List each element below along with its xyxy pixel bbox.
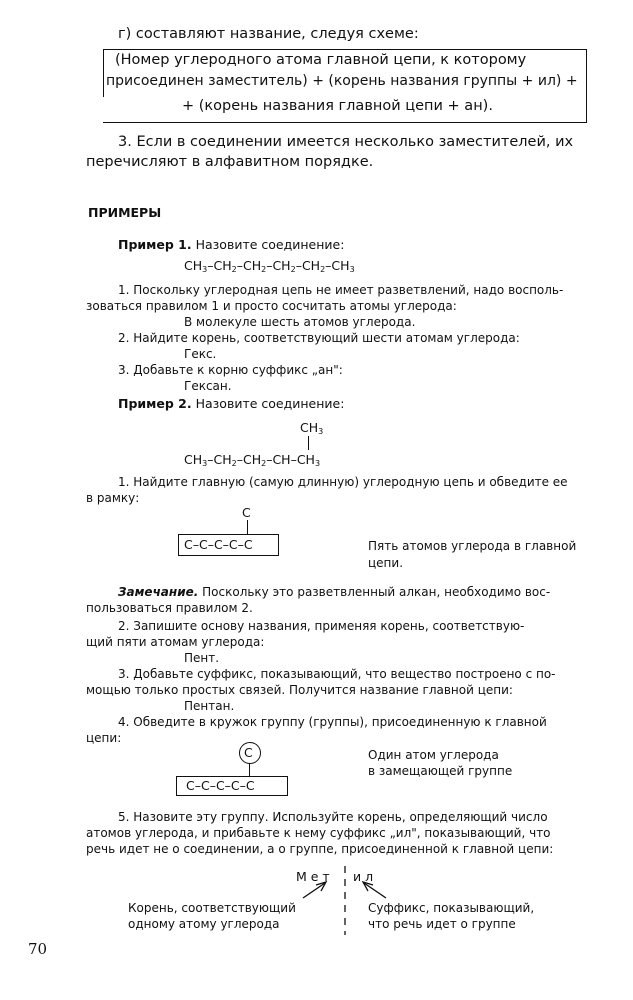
example-1-prompt: Назовите соединение: [195, 237, 345, 252]
examples-heading: ПРИМЕРЫ [88, 205, 162, 220]
scheme-line-3: + (корень названия главной цепи + ан). [182, 98, 493, 114]
ex1-step3-result: Гексан. [184, 379, 232, 393]
scheme-line-1: (Номер углеродного атома главной цепи, к которому [115, 52, 527, 68]
group-note-line2: в замещающей группе [368, 764, 513, 778]
f1-s1: 2 [231, 265, 237, 274]
f1-t5: –CH [325, 258, 350, 273]
suffix-note-line2: что речь идет о группе [368, 917, 516, 931]
ex2-step5-line2: атомов углерода, и прибавьте к нему суффикс „ил", показывающий, что [86, 826, 551, 840]
chain1-chain: C–C–C–C–C [184, 537, 253, 552]
chain1-top-carbon: C [242, 505, 251, 520]
ex1-step1-line1: 1. Поскольку углеродная цепь не имеет разветвлений, надо восполь- [118, 283, 564, 297]
ex1-step2: 2. Найдите корень, соответствующий шести атомам углерода: [118, 331, 520, 345]
f2-t1: –CH [207, 452, 232, 467]
ex1-step1-result: В молекуле шесть атомов углерода. [184, 315, 416, 329]
ex1-step3: 3. Добавьте к корню суффикс „ан": [118, 363, 343, 377]
f1-t4: –CH [295, 258, 321, 273]
f2-branch-s: 3 [318, 427, 324, 436]
f2-s1: 2 [231, 459, 237, 468]
f1-t1: –CH [207, 258, 232, 273]
ex2-step3-line2: мощью только простых связей. Получится название главной цепи: [86, 683, 513, 697]
ex2-step4-line1: 4. Обведите в кружок группу (группы), присоединенную к главной [118, 715, 547, 729]
ex2-step1-line2: в рамку: [86, 491, 140, 505]
f2-s3: 3 [314, 459, 321, 468]
chain1-note-line1: Пять атомов углерода в главной [368, 539, 577, 553]
ex2-step1-line1: 1. Найдите главную (самую длинную) углеродную цепь и обведите ее [118, 475, 568, 489]
root-note-line1: Корень, соответствующий [128, 901, 296, 915]
f1-s0: 3 [202, 265, 208, 274]
f2-t3: –CH–CH [266, 452, 315, 467]
f1-s4: 2 [320, 265, 326, 274]
ex1-step2-result: Гекс. [184, 347, 217, 361]
ex2-step3-result: Пентан. [184, 699, 235, 713]
f2-t0: CH [184, 452, 203, 467]
f1-s3: 2 [290, 265, 296, 274]
f1-t2: –CH [236, 258, 262, 273]
rule-3-line-1: 3. Если в соединении имеется несколько заместителей, их [118, 134, 574, 150]
remark-text: Поскольку это разветвленный алкан, необходимо вос- [202, 585, 551, 599]
rule-g: г) составляют название, следуя схеме: [118, 26, 419, 42]
remark-label: Замечание. [118, 585, 199, 599]
f1-t0: CH [184, 258, 203, 273]
circled-group-carbon: C [244, 745, 253, 760]
word-suffix: и л [353, 869, 374, 884]
ex2-step4-line2: цепи: [86, 731, 122, 745]
scheme-line-2: присоединен заместитель) + (корень названия группы + ил) + [106, 73, 578, 89]
suffix-note-line1: Суффикс, показывающий, [368, 901, 535, 915]
example-2-prompt: Назовите соединение: [195, 396, 345, 411]
ex2-step3-line1: 3. Добавьте суффикс, показывающий, что вещество построено с по- [118, 667, 556, 681]
root-note-line2: одному атому углерода [128, 917, 280, 931]
ex2-step5-line1: 5. Назовите эту группу. Используйте корень, определяющий число [118, 810, 548, 824]
chain2-chain: C–C–C–C–C [186, 778, 255, 793]
f1-s5: 3 [349, 265, 355, 274]
rule-3-line-2: перечисляют в алфавитном порядке. [86, 154, 374, 170]
f1-s2: 2 [261, 265, 267, 274]
ex2-step2-result: Пент. [184, 651, 220, 665]
ex2-step5-line3: речь идет не о соединении, а о группе, присоединенной к главной цепи: [86, 842, 554, 856]
f2-s2: 2 [261, 459, 267, 468]
example-2-label: Пример 2. [118, 396, 192, 411]
remark-line2: пользоваться правилом 2. [86, 601, 253, 615]
word-root: М е т [296, 869, 330, 884]
f1-t3: –CH [266, 258, 291, 273]
page-number: 70 [28, 940, 48, 958]
group-note-line1: Один атом углерода [368, 748, 499, 762]
example-1-label: Пример 1. [118, 237, 192, 252]
ex2-step2-line2: щий пяти атомам углерода: [86, 635, 265, 649]
chain1-note-line2: цепи. [368, 556, 404, 570]
f2-t2: –CH [236, 452, 262, 467]
f2-branch-t: CH [300, 420, 319, 435]
ex2-step2-line1: 2. Запишите основу названия, применяя корень, соответствую- [118, 619, 525, 633]
ex1-step1-line2: зоваться правилом 1 и просто сосчитать атомы углерода: [86, 299, 457, 313]
f2-s0: 3 [202, 459, 208, 468]
